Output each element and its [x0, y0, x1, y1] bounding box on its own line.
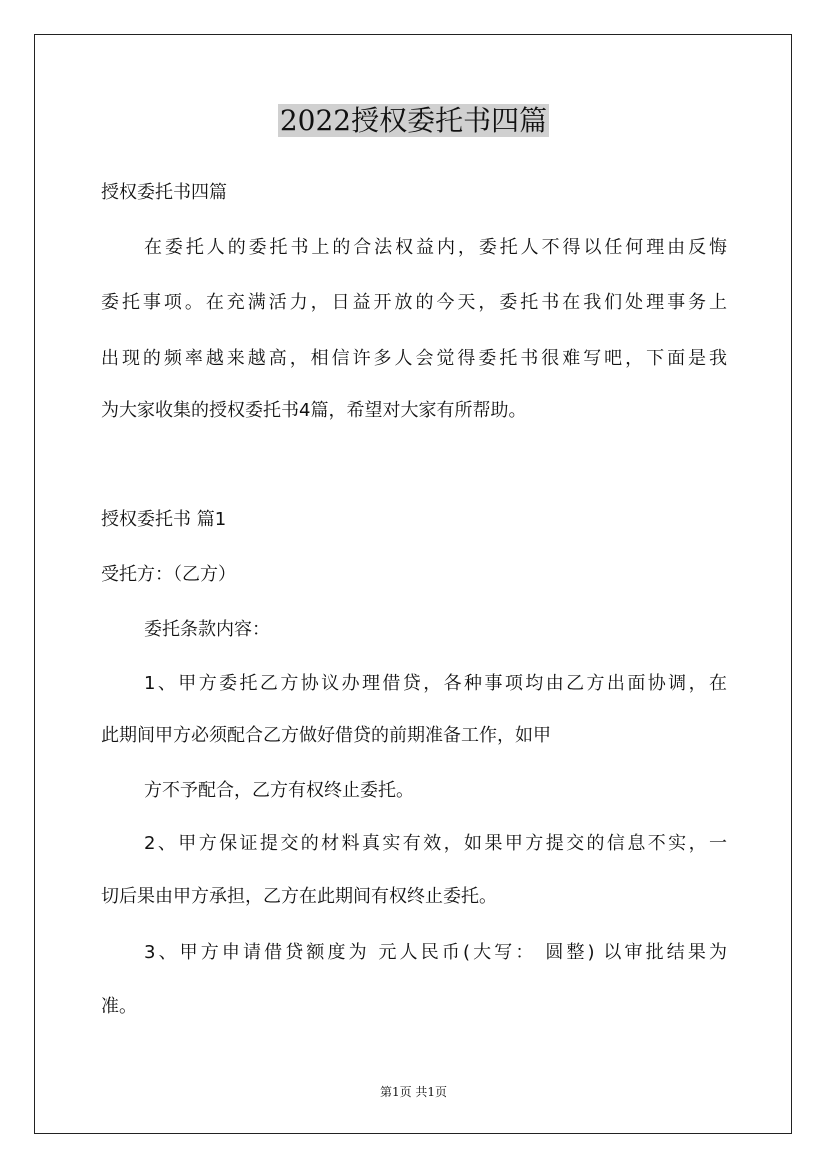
- intro-line: 在委托人的委托书上的合法权益内，委托人不得以任何理由反悔: [144, 237, 727, 258]
- page-footer: 第1页 共1页: [379, 1085, 448, 1099]
- clause-line: 1、甲方委托乙方协议办理借贷，各种事项均由乙方出面协调，在: [144, 673, 727, 694]
- document-title-text: 2022授权委托书四篇: [279, 104, 548, 137]
- intro-line: 为大家收集的授权委托书4篇，希望对大家有所帮助。: [101, 400, 527, 421]
- document-title: [0, 101, 827, 141]
- clause-line: 准。: [101, 996, 137, 1017]
- intro-line: 委托事项。在充满活力，日益开放的今天，委托书在我们处理事务上: [101, 292, 727, 313]
- section-heading: 授权委托书 篇1: [101, 509, 227, 530]
- clause-line: 切后果由甲方承担，乙方在此期间有权终止委托。: [101, 886, 497, 907]
- clause-line: 此期间甲方必须配合乙方做好借贷的前期准备工作，如甲: [101, 725, 551, 746]
- clauses-heading: 委托条款内容：: [144, 619, 270, 640]
- clause-line: 方不予配合，乙方有权终止委托。: [144, 780, 414, 801]
- document-subtitle: 授权委托书四篇: [101, 182, 227, 203]
- intro-line: 出现的频率越来越高，相信许多人会觉得委托书很难写吧，下面是我: [101, 348, 727, 369]
- clause-line: 3、甲方申请借贷额度为 元人民币(大写： 圆整) 以审批结果为: [144, 942, 727, 963]
- party-line: 受托方：（乙方）: [101, 564, 236, 585]
- clause-line: 2、甲方保证提交的材料真实有效，如果甲方提交的信息不实，一: [144, 833, 727, 854]
